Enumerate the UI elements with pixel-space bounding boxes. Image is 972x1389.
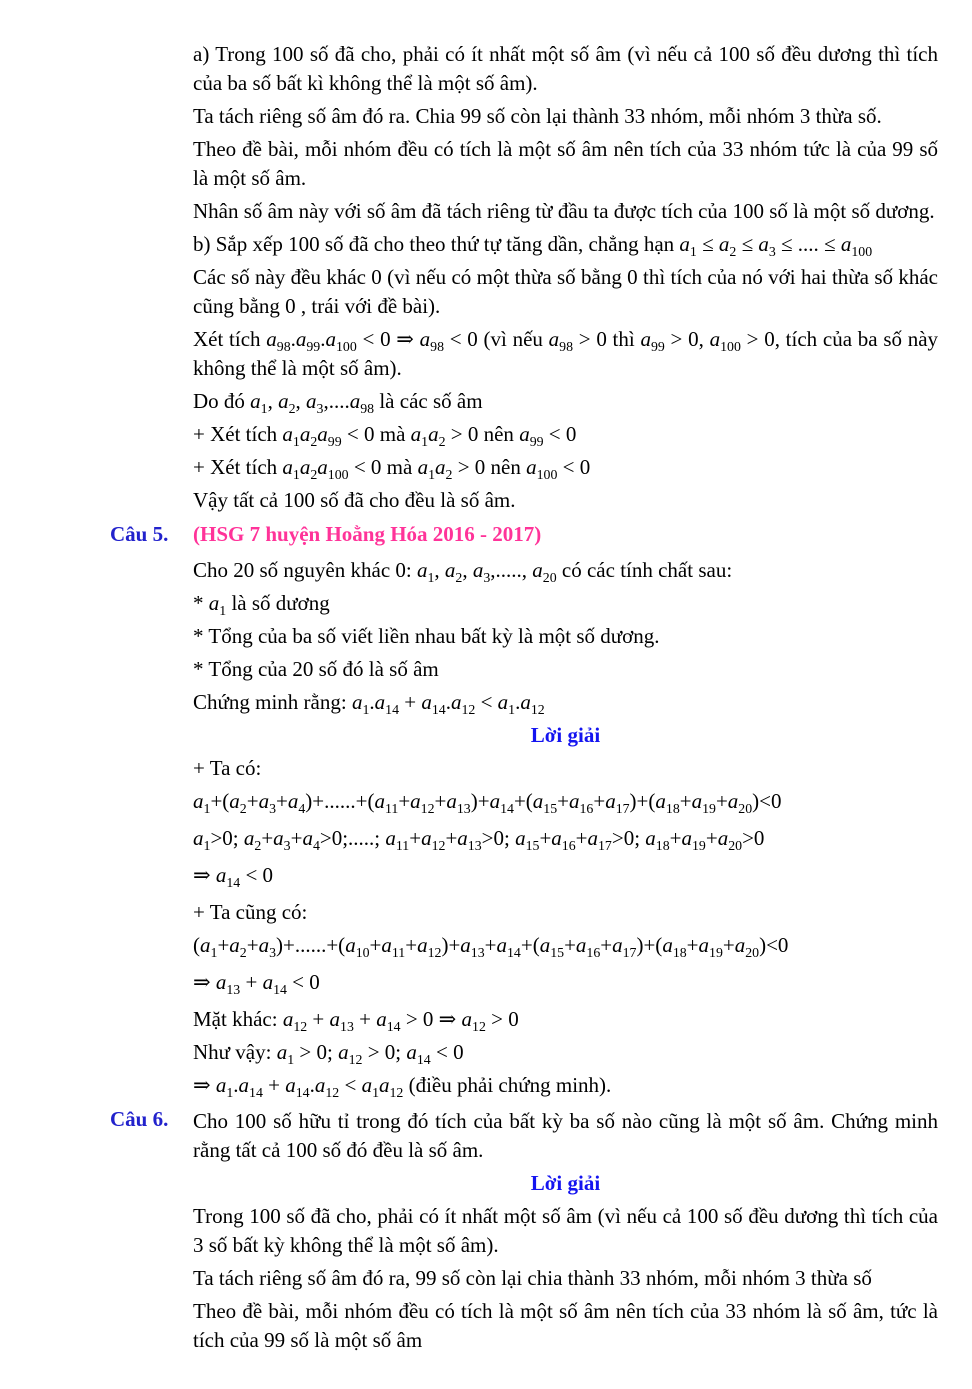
paragraph: + Xét tích $a_1a_2a_{99} < 0$ mà $a_1a_2 > 0$ nên $a_{99} < 0$ (193, 422, 577, 450)
paragraph: * Tổng của 20 số đó là số âm (193, 657, 439, 681)
paragraph: Như vậy: $a_1 > 0$; $a_{12} > 0$; $a_{14} < 0$ (193, 1040, 464, 1068)
formula-line: $(a_1+a_2+a_3)+......+(a_{10}+a_{11}+a_{12})+a_{13}+a_{14}+(a_{15}+a_{16}+a_{17})+(a_{18}+a_{19}+a_{20})<0$ (193, 933, 789, 961)
paragraph: Các số này đều khác 0 (vì nếu có một thừa số bằng 0 thì tích của nó với hai thừa số khác cũng bằng 0 , trái với đề bài). (193, 265, 938, 318)
paragraph: Trong 100 số đã cho, phải có ít nhất một số âm (vì nếu cả 100 số đều dương thì tích của 3 số bất kỳ không thể là một số âm). (193, 1204, 938, 1257)
question-source: (HSG 7 huyện Hoằng Hóa 2016 - 2017) (193, 522, 542, 546)
paragraph: Do đó $a_1$, $a_2$, $a_3,....a_{98}$ là các số âm (193, 389, 483, 417)
paragraph: Chứng minh rằng: $a_1.a_{14} + a_{14}.a_{12} < a_1.a_{12}$ (193, 690, 545, 718)
paragraph: Cho 100 số hữu tỉ trong đó tích của bất kỳ ba số nào cũng là một số âm. Chứng minh rằng tất cả 100 số đó đều là số âm. (193, 1109, 938, 1162)
solution-heading: Lời giải (530, 1171, 601, 1195)
paragraph: Ta tách riêng số âm đó ra. Chia 99 số còn lại thành 33 nhóm, mỗi nhóm 3 thừa số. (193, 104, 882, 128)
paragraph: b) Sắp xếp 100 số đã cho theo thứ tự tăng dần, chẳng hạn $a_1 \le a_2 \le a_3$ ≤ .... ≤ $a_{100}$ (193, 232, 873, 260)
paragraph: Nhân số âm này với số âm đã tách riêng từ đầu ta được tích của 100 số là một số dương. (193, 199, 935, 223)
formula-line: ⇒ $a_{14} < 0$ (193, 863, 274, 891)
solution-heading: Lời giải (530, 723, 601, 747)
formula-line: $a_1+(a_2+a_3+a_4)+......+(a_{11}+a_{12}+a_{13})+a_{14}+(a_{15}+a_{16}+a_{17})+(a_{18}+a_{19}+a_{20})<0$ (193, 789, 782, 817)
paragraph: ⇒ $a_1.a_{14} + a_{14}.a_{12} < a_1a_{12}$ (điều phải chứng minh). (193, 1073, 612, 1101)
paragraph: * Tổng của ba số viết liền nhau bất kỳ là một số dương. (193, 624, 660, 648)
paragraph: Theo đề bài, mỗi nhóm đều có tích là một số âm nên tích của 33 nhóm tức là của 99 số là một số âm. (193, 137, 938, 190)
paragraph: Ta tách riêng số âm đó ra, 99 số còn lại chia thành 33 nhóm, mỗi nhóm 3 thừa số (193, 1266, 872, 1290)
question-row (110, 520, 938, 549)
paragraph: * $a_1$ là số dương (193, 591, 330, 619)
formula-line: ⇒ $a_{13} + a_{14} < 0$ (193, 970, 320, 998)
paragraph: + Xét tích $a_1a_2a_{100} < 0$ mà $a_1a_2 > 0$ nên $a_{100} < 0$ (193, 455, 591, 483)
paragraph: Theo đề bài, mỗi nhóm đều có tích là một số âm nên tích của 33 nhóm là số âm, tức là tích của 99 số là một số âm (193, 1299, 938, 1352)
paragraph: Vậy tất cả 100 số đã cho đều là số âm. (193, 488, 516, 512)
question-label: Câu 6. (110, 1107, 169, 1131)
paragraph: Mặt khác: $a_{12} + a_{13} + a_{14} > 0$ ⇒ $a_{12} > 0$ (193, 1007, 519, 1035)
paragraph: + Ta cũng có: (193, 900, 308, 924)
question-label: Câu 5. (110, 522, 169, 546)
paragraph: + Ta có: (193, 756, 262, 780)
formula-line: $a_1>0$; $a_2+a_3+a_4>0$;.....; $a_{11}+a_{12}+a_{13}>0$; $a_{15}+a_{16}+a_{17}>0$; $a_{18}+a_{19}+a_{20}>0$ (193, 826, 765, 854)
paragraph: a) Trong 100 số đã cho, phải có ít nhất một số âm (vì nếu cả 100 số đều dương thì tích của ba số bất kì không thể là một số âm). (193, 42, 938, 95)
paragraph: Xét tích $a_{98}.a_{99}.a_{100} < 0$ ⇒ $a_{98} < 0$ (vì nếu $a_{98} > 0$ thì $a_{99} > 0$, $a_{100} > 0$, tích của ba số này không thể là một số âm). (193, 327, 939, 380)
paragraph: Cho 20 số nguyên khác 0: $a_1$, $a_2$, $a_3$,....., $a_{20}$ có các tính chất sau: (193, 558, 733, 586)
